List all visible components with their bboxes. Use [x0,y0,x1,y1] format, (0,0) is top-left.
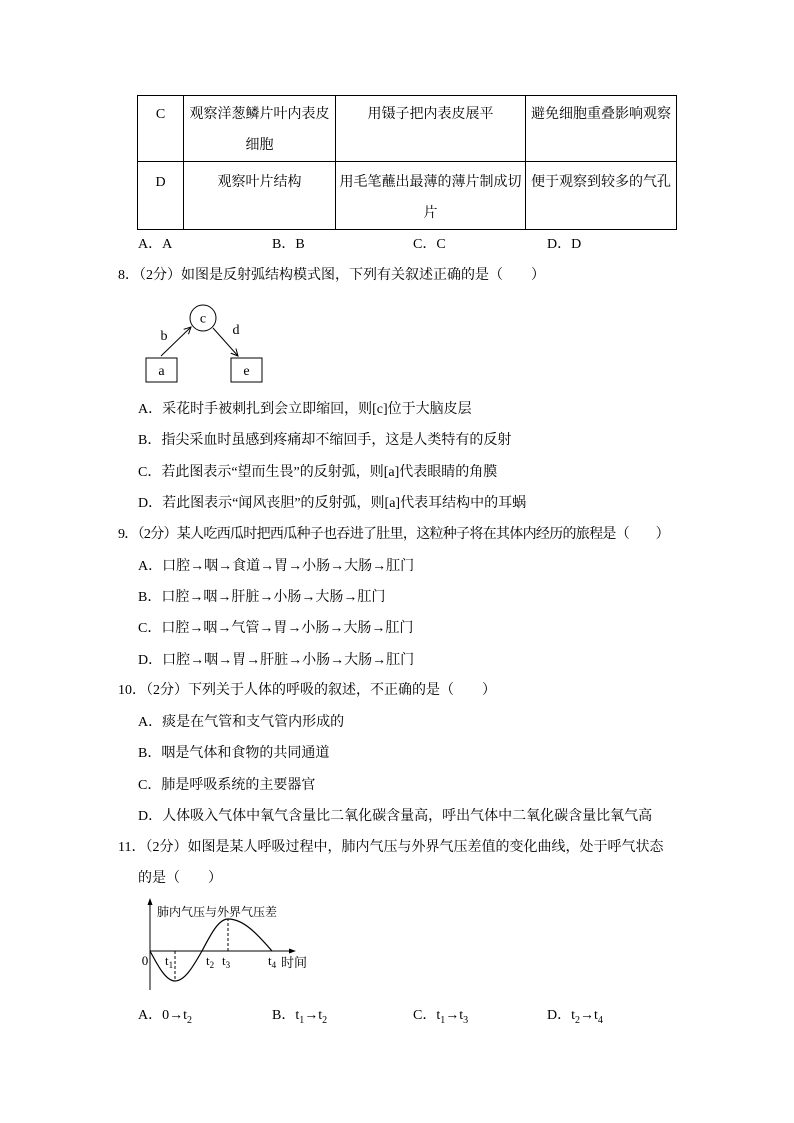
tick-subscript: 4 [271,960,277,970]
question-10-option-c: C．肺是呼吸系统的主要器官 [138,778,316,793]
tick-base: t [268,953,272,968]
y-axis-arrowhead [148,898,153,905]
question-10-option-d: D．人体吸入气体中氧气含量比二氧化碳含量高，呼出气体中二氧化碳含量比氧气高 [138,809,653,824]
tick-label-t4 [268,953,277,970]
question-10-option-a: A．痰是在气管和支气管内形成的 [138,715,345,730]
table-row [138,96,677,162]
question-9-option-a: A．口腔→咽→食道→胃→小肠→大肠→肛门 [138,559,415,574]
tick-label-t3 [222,953,231,970]
question-9-option-d: D．口腔→咽→胃→肝脏→小肠→大肠→肛门 [138,653,415,668]
tick-subscript: 3 [225,960,231,970]
option-from: t [295,1008,300,1023]
option-arrow: → [304,1008,319,1023]
option-to-subscript: 4 [597,1014,603,1026]
box-a-label: a [158,364,165,379]
option-to-subscript: 2 [187,1014,193,1026]
question-11-stem-line-2: 的是（ ） [138,871,222,886]
table-question-option-a: A．A [138,237,173,252]
option-letter: D． [547,1008,572,1023]
question-9-stem: 9．（2分）某人吃西瓜时把西瓜种子也吞进了肚里，这粒种子将在其体内经历的旅程是（ ） [118,527,669,542]
option-from: t [571,1008,576,1023]
question-11-option-c [413,1006,468,1026]
option-to: t [459,1008,464,1023]
table-cell-option: D [138,162,184,230]
tick-base: t [206,953,210,968]
option-to: t [318,1008,323,1023]
box-e-label: e [243,364,250,379]
question-11-option-d [547,1006,603,1026]
question-10-stem: 10．（2分）下列关于人体的呼吸的叙述，不正确的是（ ） [118,683,496,698]
x-axis-label: 时间 [281,955,308,970]
option-from: 0 [162,1008,170,1023]
tick-label-t1 [165,953,173,970]
pressure-difference-graph [130,895,320,995]
table-cell-purpose: 便于观察到较多的气孔 [526,162,677,230]
question-10-option-b: B．咽是气体和食物的共同通道 [138,746,330,761]
y-axis-label: 肺内气压与外界气压差 [157,905,278,919]
question-11-option-b [272,1006,327,1026]
question-8-option-c: C．若此图表示“望而生畏”的反射弧，则[a]代表眼睛的角膜 [138,465,498,480]
experiment-table [137,95,677,230]
question-8-option-a: A．采花时手被刺扎到会立即缩回，则[c]位于大脑皮层 [138,402,472,417]
question-9-option-c: C．口腔→咽→气管→胃→小肠→大肠→肛门 [138,621,414,636]
origin-label: 0 [141,953,149,968]
option-letter: A． [138,1008,163,1023]
option-arrow: → [580,1008,595,1023]
option-from-subscript: 2 [575,1014,581,1026]
table-question-option-b: B．B [272,237,305,252]
question-8-option-b: B．指尖采血时虽感到疼痛却不缩回手，这是人类特有的反射 [138,433,512,448]
table-cell-operation: 用毛笔蘸出最薄的薄片制成切片 [336,162,526,230]
option-arrow: → [445,1008,460,1023]
table-cell-experiment: 观察洋葱鳞片叶内表皮细胞 [184,96,336,162]
table-cell-option: C [138,96,184,162]
table-row [138,162,677,230]
option-from-subscript: 1 [299,1014,305,1026]
table-question-option-c: C．C [413,237,446,252]
reflex-arc-diagram [140,298,280,388]
option-to-subscript: 3 [463,1014,469,1026]
option-from: t [436,1008,441,1023]
table-question-option-d: D．D [547,237,582,252]
question-9-option-b: B．口腔→咽→肝脏→小肠→大肠→肛门 [138,590,386,605]
arrow-d-label: d [232,323,240,338]
option-to: t [594,1008,598,1023]
table-cell-purpose: 避免细胞重叠影响观察 [526,96,677,162]
table-cell-experiment: 观察叶片结构 [184,162,336,230]
option-letter: C． [413,1008,437,1023]
tick-subscript: 2 [209,960,215,970]
node-c-label: c [199,311,207,327]
table-cell-operation: 用镊子把内表皮展平 [336,96,526,162]
x-axis-arrowhead [289,949,296,954]
option-letter: B． [272,1008,296,1023]
tick-base: t [222,953,226,968]
tick-subscript: 1 [168,960,174,970]
option-to: t [183,1008,188,1023]
tick-label-t2 [206,953,214,970]
option-arrow: → [169,1008,184,1023]
tick-base: t [165,953,169,968]
pressure-curve [150,919,272,981]
question-8-option-d: D．若此图表示“闻风丧胆”的反射弧，则[a]代表耳结构中的耳蜗 [138,496,527,511]
question-11-option-a [138,1006,192,1026]
option-to-subscript: 2 [322,1014,328,1026]
option-from-subscript: 1 [440,1014,446,1026]
question-8-stem: 8．（2分）如图是反射弧结构模式图，下列有关叙述正确的是（ ） [118,268,545,283]
question-11-stem-line-1: 11．（2分）如图是某人呼吸过程中，肺内气压与外界气压差值的变化曲线，处于呼气状态 [118,840,664,855]
arrow-b-label: b [160,329,168,344]
